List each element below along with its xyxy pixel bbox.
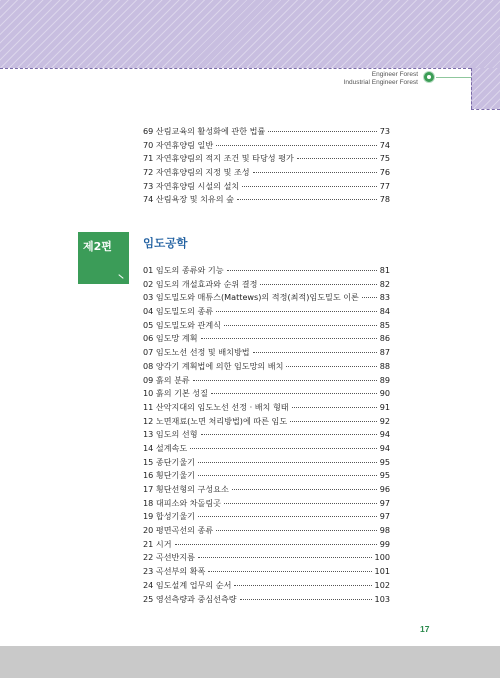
toc-entry-title: 02 임도의 개설효과와 순위 결정 bbox=[143, 278, 258, 289]
toc-entry-page: 88 bbox=[379, 360, 390, 371]
toc-leader-dots bbox=[292, 407, 377, 408]
toc-entry-title: 05 임도밀도와 관계식 bbox=[143, 319, 221, 330]
toc-entry-page: 90 bbox=[379, 388, 390, 399]
toc-entry-title: 23 곡선부의 확폭 bbox=[143, 566, 206, 577]
toc-entry-page: 97 bbox=[379, 511, 390, 522]
toc-entry-page: 89 bbox=[379, 374, 390, 385]
toc-leader-dots bbox=[175, 544, 377, 545]
toc-entry bbox=[143, 388, 390, 402]
toc-entry-title: 71 자연휴양림의 적지 조건 및 타당성 평가 bbox=[143, 153, 294, 164]
toc-entry-title: 07 임도노선 선정 및 배치방법 bbox=[143, 347, 250, 358]
toc-leader-dots bbox=[242, 186, 376, 187]
toc-leader-dots bbox=[268, 131, 376, 132]
toc-entry-page: 83 bbox=[379, 292, 390, 303]
toc-entry-page: 74 bbox=[379, 139, 390, 150]
toc-entry-title: 17 횡단선형의 구성요소 bbox=[143, 484, 229, 494]
toc-list-chapter-2 bbox=[143, 265, 390, 607]
toc-entry bbox=[143, 181, 390, 195]
toc-entry-title: 08 양각기 계획법에 의한 임도망의 배치 bbox=[143, 360, 284, 371]
header-line-2: Industrial Engineer Forest bbox=[343, 79, 418, 86]
toc-entry-page: 78 bbox=[379, 194, 390, 205]
toc-entry bbox=[143, 333, 390, 347]
toc-entry-page: 102 bbox=[374, 579, 390, 590]
toc-entry bbox=[143, 470, 390, 484]
running-header bbox=[344, 71, 418, 87]
toc-list-previous bbox=[143, 126, 390, 208]
chapter-badge bbox=[78, 232, 129, 284]
toc-leader-dots bbox=[253, 352, 377, 353]
toc-entry bbox=[143, 292, 390, 306]
toc-entry bbox=[143, 484, 390, 498]
toc-entry bbox=[143, 306, 390, 320]
toc-entry-page: 81 bbox=[379, 265, 390, 275]
toc-leader-dots bbox=[290, 421, 377, 422]
toc-entry-page: 77 bbox=[379, 180, 390, 191]
toc-entry bbox=[143, 416, 390, 430]
toc-entry-page: 87 bbox=[379, 347, 390, 358]
toc-entry-page: 101 bbox=[374, 566, 390, 577]
toc-entry-title: 18 대피소와 차돌림곳 bbox=[143, 497, 221, 508]
toc-entry-page: 91 bbox=[379, 401, 390, 412]
toc-leader-dots bbox=[216, 145, 377, 146]
toc-entry bbox=[143, 153, 390, 167]
toc-entry bbox=[143, 525, 390, 539]
toc-leader-dots bbox=[227, 270, 377, 271]
toc-leader-dots bbox=[198, 516, 377, 517]
toc-entry-title: 03 임도밀도와 매튜스(Mattews)의 적정(최적)임도밀도 이론 bbox=[143, 292, 359, 303]
toc-leader-dots bbox=[286, 366, 376, 367]
cut-line-notch-bottom bbox=[471, 109, 500, 110]
toc-entry-page: 97 bbox=[379, 497, 390, 508]
toc-entry-title: 19 합성기울기 bbox=[143, 511, 195, 522]
circle-icon bbox=[423, 71, 435, 83]
toc-entry bbox=[143, 140, 390, 154]
header-line-1: Engineer Forest bbox=[371, 71, 418, 78]
toc-entry bbox=[143, 402, 390, 416]
toc-entry-page: 86 bbox=[379, 333, 390, 344]
toc-entry-page: 100 bbox=[374, 552, 390, 563]
toc-entry-title: 73 자연휴양림 시설의 설치 bbox=[143, 180, 240, 191]
toc-entry-title: 11 산악지대의 임도노선 선정 · 배치 형태 bbox=[143, 401, 289, 412]
toc-leader-dots bbox=[260, 284, 376, 285]
chapter-title: 임도공학 bbox=[143, 236, 188, 250]
toc-entry-title: 15 종단기울기 bbox=[143, 456, 195, 467]
header-rule bbox=[436, 77, 471, 78]
toc-entry-title: 04 임도밀도의 종류 bbox=[143, 306, 214, 317]
toc-entry bbox=[143, 594, 390, 608]
page-sheet-margin bbox=[471, 109, 500, 646]
right-pattern-band bbox=[471, 68, 500, 109]
toc-leader-dots bbox=[201, 338, 377, 339]
toc-entry-page: 92 bbox=[379, 415, 390, 426]
toc-entry bbox=[143, 580, 390, 594]
toc-leader-dots bbox=[201, 434, 377, 435]
toc-entry-page: 82 bbox=[379, 278, 390, 289]
toc-leader-dots bbox=[198, 462, 377, 463]
toc-entry-title: 74 산림욕장 및 치유의 숲 bbox=[143, 194, 234, 205]
toc-entry-page: 95 bbox=[379, 470, 390, 481]
cut-line-top bbox=[0, 68, 471, 69]
toc-entry-title: 12 노면재료(노면 처리방법)에 따른 임도 bbox=[143, 415, 288, 426]
toc-leader-dots bbox=[224, 503, 377, 504]
toc-leader-dots bbox=[237, 199, 377, 200]
toc-entry bbox=[143, 375, 390, 389]
toc-entry-page: 75 bbox=[379, 153, 390, 164]
toc-entry-page: 99 bbox=[379, 538, 390, 549]
toc-entry-title: 14 설계속도 bbox=[143, 442, 188, 453]
toc-entry bbox=[143, 126, 390, 140]
toc-leader-dots bbox=[216, 311, 377, 312]
toc-entry bbox=[143, 320, 390, 334]
toc-entry-page: 76 bbox=[379, 167, 390, 178]
toc-entry bbox=[143, 539, 390, 553]
toc-entry-title: 22 곡선반지름 bbox=[143, 552, 195, 563]
toc-entry bbox=[143, 194, 390, 208]
toc-entry-title: 09 흙의 분류 bbox=[143, 374, 190, 385]
toc-leader-dots bbox=[198, 475, 377, 476]
toc-entry-page: 98 bbox=[379, 525, 390, 536]
toc-entry bbox=[143, 511, 390, 525]
toc-entry-page: 96 bbox=[379, 484, 390, 494]
toc-entry-title: 16 횡단기울기 bbox=[143, 470, 195, 481]
toc-entry bbox=[143, 443, 390, 457]
toc-entry bbox=[143, 552, 390, 566]
top-pattern-band bbox=[0, 0, 500, 68]
toc-entry bbox=[143, 566, 390, 580]
toc-entry-title: 69 산림교육의 활성화에 관한 법률 bbox=[143, 126, 266, 136]
toc-entry-title: 25 영선측량과 중심선측량 bbox=[143, 593, 237, 604]
toc-leader-dots bbox=[253, 172, 377, 173]
toc-leader-dots bbox=[240, 599, 372, 600]
toc-leader-dots bbox=[224, 325, 377, 326]
toc-entry-page: 84 bbox=[379, 306, 390, 317]
toc-entry bbox=[143, 265, 390, 279]
toc-leader-dots bbox=[198, 557, 372, 558]
toc-entry bbox=[143, 347, 390, 361]
toc-entry-page: 73 bbox=[379, 126, 390, 136]
toc-leader-dots bbox=[208, 571, 371, 572]
toc-entry-title: 06 임도망 계획 bbox=[143, 333, 198, 344]
toc-leader-dots bbox=[362, 297, 377, 298]
toc-entry-title: 24 임도설계 업무의 순서 bbox=[143, 579, 232, 590]
toc-entry bbox=[143, 457, 390, 471]
toc-entry bbox=[143, 361, 390, 375]
toc-entry-title: 10 흙의 기본 성질 bbox=[143, 388, 208, 399]
toc-entry-title: 72 자연휴양림의 지정 및 조성 bbox=[143, 167, 250, 178]
toc-entry bbox=[143, 498, 390, 512]
toc-entry-title: 01 임도의 종류와 기능 bbox=[143, 265, 224, 275]
toc-entry-title: 20 평면곡선의 종류 bbox=[143, 525, 214, 536]
page-number: 17 bbox=[420, 624, 430, 634]
toc-entry-page: 85 bbox=[379, 319, 390, 330]
toc-leader-dots bbox=[211, 393, 377, 394]
toc-entry-page: 103 bbox=[374, 593, 390, 604]
cut-line-notch bbox=[471, 68, 472, 109]
toc-entry-page: 94 bbox=[379, 442, 390, 453]
slash-icon bbox=[118, 274, 123, 279]
toc-entry-title: 21 시거 bbox=[143, 538, 172, 549]
toc-entry bbox=[143, 429, 390, 443]
toc-entry-page: 95 bbox=[379, 456, 390, 467]
toc-leader-dots bbox=[193, 380, 377, 381]
chapter-number: 제2편 bbox=[83, 240, 112, 253]
toc-entry-title: 13 임도의 선형 bbox=[143, 429, 198, 440]
toc-entry-page: 94 bbox=[379, 429, 390, 440]
toc-entry bbox=[143, 167, 390, 181]
toc-leader-dots bbox=[216, 530, 377, 531]
toc-entry bbox=[143, 279, 390, 293]
toc-leader-dots bbox=[297, 158, 377, 159]
toc-leader-dots bbox=[232, 489, 377, 490]
toc-leader-dots bbox=[234, 585, 371, 586]
toc-entry-title: 70 자연휴양림 일반 bbox=[143, 139, 214, 150]
toc-leader-dots bbox=[190, 448, 377, 449]
